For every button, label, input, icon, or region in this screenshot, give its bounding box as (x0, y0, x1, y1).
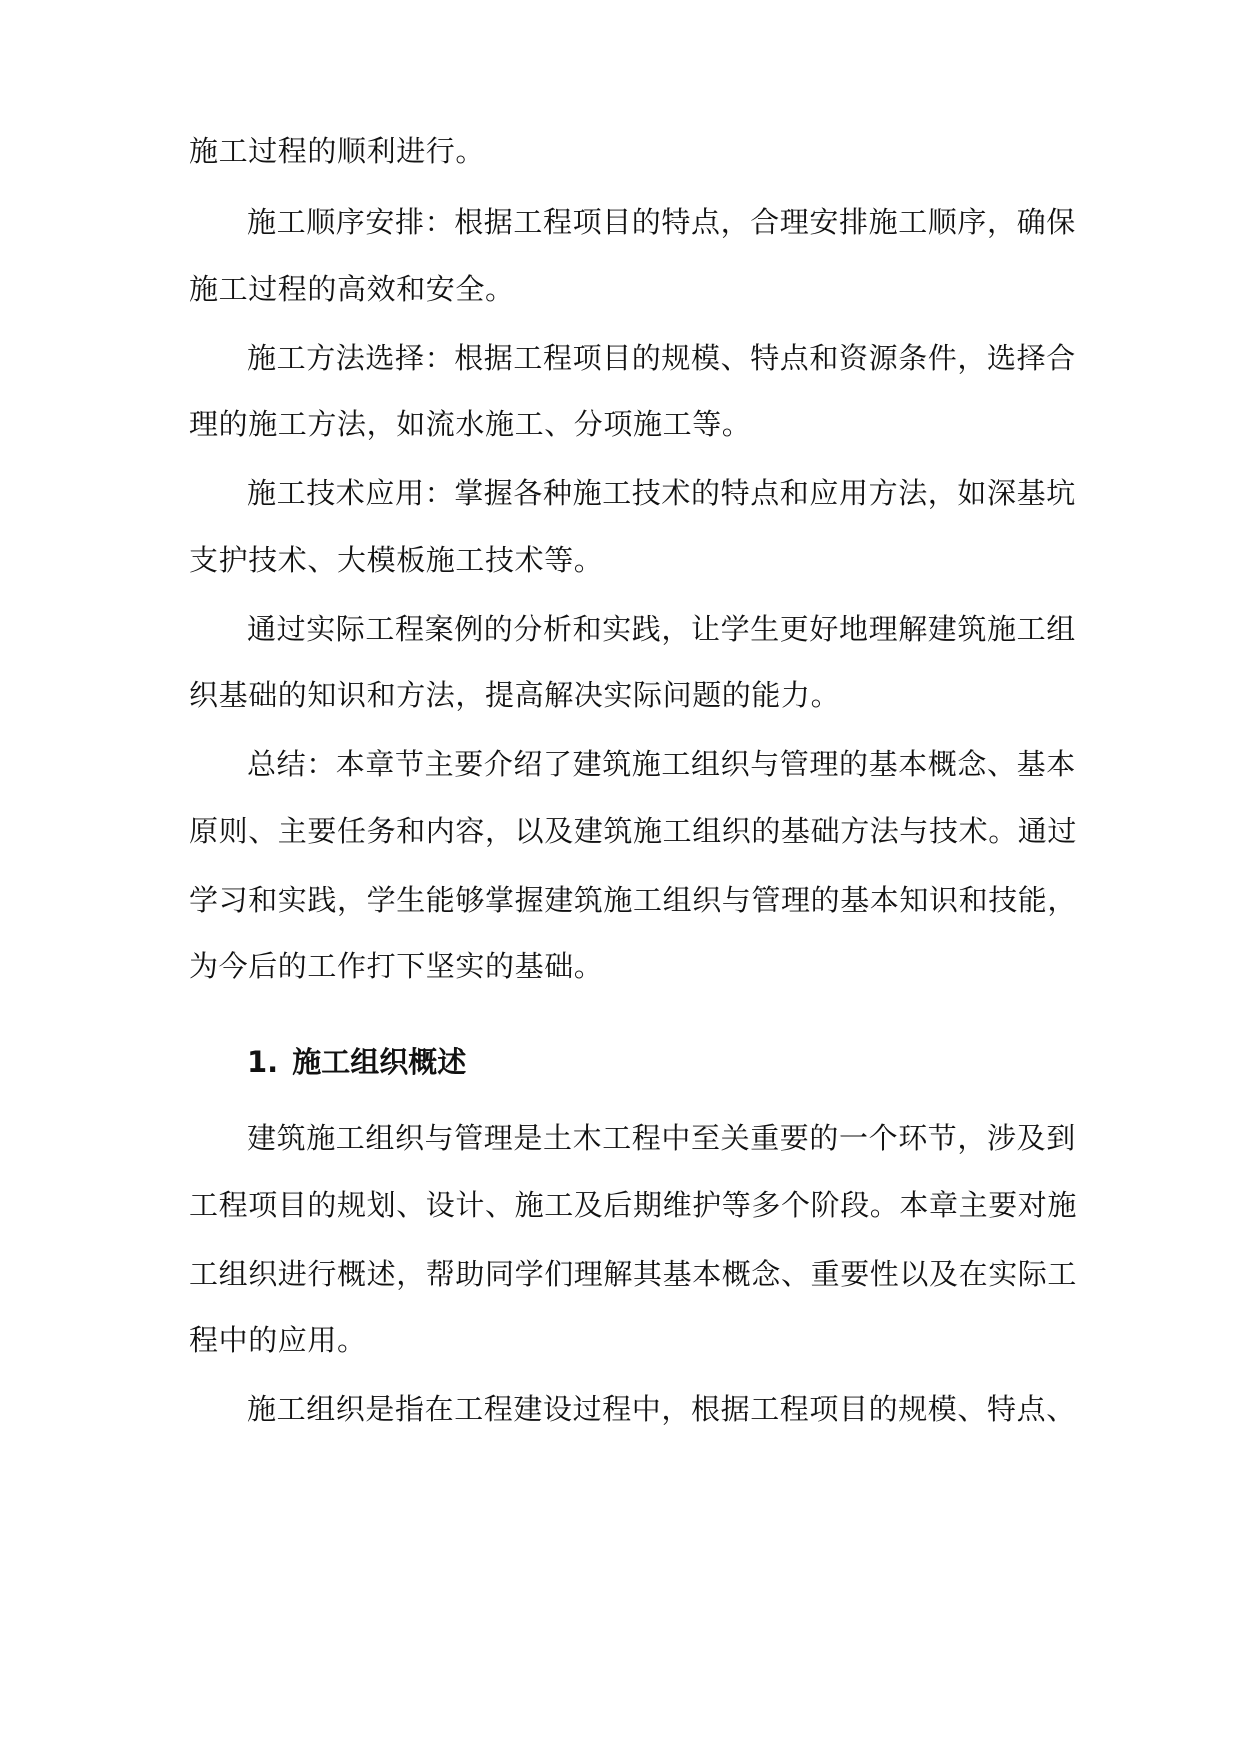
paragraph-line: 施工技术应用：掌握各种施工技术的特点和应用方法，如深基坑 (247, 476, 1076, 510)
section-number: 1. (247, 1045, 279, 1079)
paragraph-line: 施工顺序安排：根据工程项目的特点，合理安排施工顺序，确保 (247, 205, 1076, 239)
paragraph-line: 施工过程的高效和安全。 (189, 272, 515, 306)
paragraph-line: 学习和实践，学生能够掌握建筑施工组织与管理的基本知识和技能， (189, 883, 1078, 917)
section-heading (247, 1042, 466, 1082)
paragraph-line: 施工过程的顺利进行。 (189, 134, 486, 168)
paragraph-line: 原则、主要任务和内容，以及建筑施工组织的基础方法与技术。通过 (189, 814, 1078, 848)
paragraph-line: 总结：本章节主要介绍了建筑施工组织与管理的基本概念、基本 (247, 747, 1076, 781)
paragraph-line: 建筑施工组织与管理是土木工程中至关重要的一个环节，涉及到 (247, 1121, 1076, 1155)
paragraph-line: 施工组织是指在工程建设过程中，根据工程项目的规模、特点、 (247, 1392, 1076, 1426)
paragraph-line: 为今后的工作打下坚实的基础。 (189, 949, 604, 983)
section-title: 施工组织概述 (292, 1045, 467, 1079)
paragraph-line: 工程项目的规划、设计、施工及后期维护等多个阶段。本章主要对施 (189, 1188, 1078, 1222)
paragraph-line: 理的施工方法，如流水施工、分项施工等。 (189, 407, 752, 441)
paragraph-line: 工组织进行概述，帮助同学们理解其基本概念、重要性以及在实际工 (189, 1257, 1078, 1291)
paragraph-line: 通过实际工程案例的分析和实践，让学生更好地理解建筑施工组 (247, 612, 1076, 646)
paragraph-line: 织基础的知识和方法，提高解决实际问题的能力。 (189, 678, 841, 712)
paragraph-line: 支护技术、大模板施工技术等。 (189, 543, 604, 577)
paragraph-line: 施工方法选择：根据工程项目的规模、特点和资源条件，选择合 (247, 341, 1076, 375)
paragraph-line: 程中的应用。 (189, 1323, 367, 1357)
